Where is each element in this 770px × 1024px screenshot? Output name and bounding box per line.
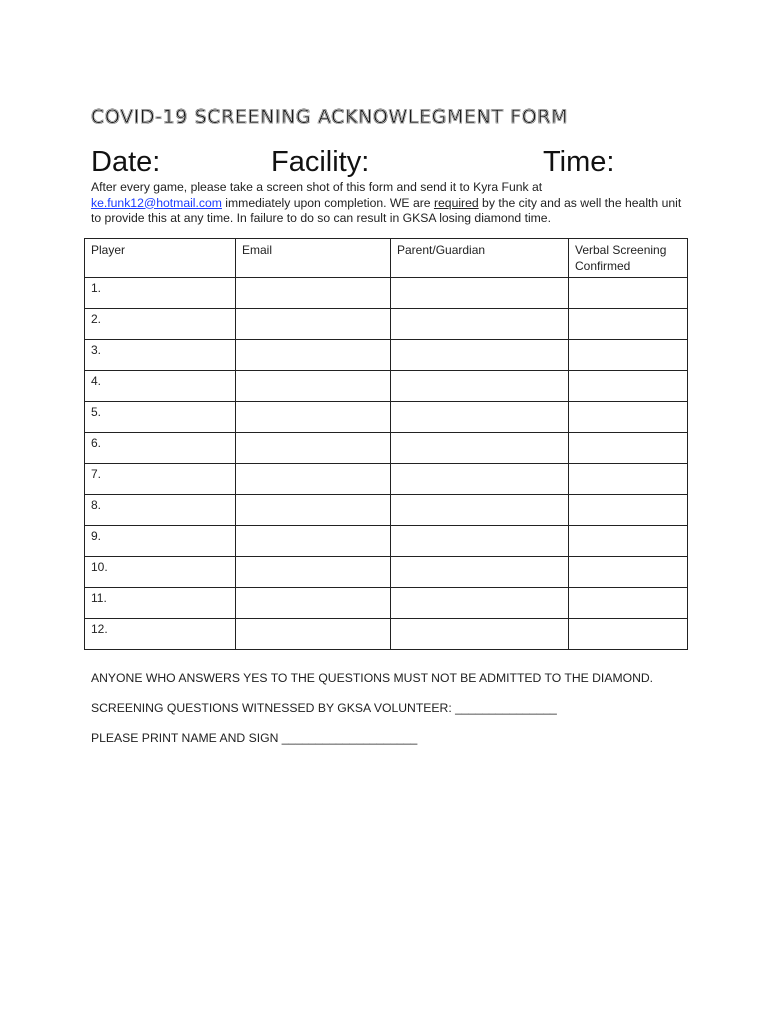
player-cell: 11. [85,588,236,619]
table-row [85,309,688,340]
verbal-screening-cell[interactable] [569,433,688,464]
header-parent-guardian: Parent/Guardian [391,239,569,278]
email-cell[interactable] [236,371,391,402]
player-cell: 9. [85,526,236,557]
player-cell: 1. [85,278,236,309]
time-label: Time: [543,146,615,178]
parent-guardian-cell[interactable] [391,557,569,588]
table-row [85,433,688,464]
date-label: Date: [91,146,161,178]
volunteer-witness-line: SCREENING QUESTIONS WITNESSED BY GKSA VOLUNTEER: _______________ [91,701,557,715]
parent-guardian-cell[interactable] [391,495,569,526]
email-cell[interactable] [236,464,391,495]
player-cell: 6. [85,433,236,464]
parent-guardian-cell[interactable] [391,619,569,650]
verbal-screening-cell[interactable] [569,402,688,433]
verbal-screening-cell[interactable] [569,495,688,526]
verbal-screening-cell[interactable] [569,464,688,495]
verbal-screening-cell[interactable] [569,557,688,588]
email-cell[interactable] [236,526,391,557]
table-row [85,464,688,495]
required-word: required [433,195,479,210]
screening-table [84,238,688,650]
verbal-screening-cell[interactable] [569,340,688,371]
form-title: COVID-19 SCREENING ACKNOWLEGMENT FORM [91,106,569,128]
instructions-text-2: immediately upon completion. WE are [221,195,434,210]
email-cell[interactable] [236,495,391,526]
parent-guardian-cell[interactable] [391,464,569,495]
email-cell[interactable] [236,588,391,619]
instructions-text-3: by the city and as well the health unit to provide this at any time. In failure to do so can result in GKSA losing diamond time. [91,195,682,225]
table-row [85,402,688,433]
parent-guardian-cell[interactable] [391,526,569,557]
player-cell: 3. [85,340,236,371]
verbal-screening-cell[interactable] [569,309,688,340]
email-cell[interactable] [236,278,391,309]
email-cell[interactable] [236,402,391,433]
facility-label: Facility: [271,146,370,178]
email-cell[interactable] [236,557,391,588]
table-row [85,557,688,588]
parent-guardian-cell[interactable] [391,309,569,340]
parent-guardian-cell[interactable] [391,340,569,371]
player-cell: 8. [85,495,236,526]
instructions-text-1: After every game, please take a screen shot of this form and send it to Kyra Funk at [91,180,543,194]
verbal-screening-cell[interactable] [569,371,688,402]
table-header-row [85,239,688,278]
email-cell[interactable] [236,619,391,650]
email-cell[interactable] [236,309,391,340]
table-row [85,619,688,650]
player-cell: 5. [85,402,236,433]
header-verbal-screening: Verbal Screening Confirmed [569,239,688,278]
parent-guardian-cell[interactable] [391,588,569,619]
print-sign-line: PLEASE PRINT NAME AND SIGN ____________________ [91,731,418,745]
header-player: Player [85,239,236,278]
verbal-screening-cell[interactable] [569,619,688,650]
verbal-screening-cell[interactable] [569,588,688,619]
player-cell: 12. [85,619,236,650]
player-cell: 10. [85,557,236,588]
player-cell: 2. [85,309,236,340]
parent-guardian-cell[interactable] [391,371,569,402]
table-row [85,340,688,371]
header-email: Email [236,239,391,278]
parent-guardian-cell[interactable] [391,402,569,433]
email-cell[interactable] [236,433,391,464]
email-link[interactable]: ke.funk12@hotmail.com [91,195,222,210]
table-row [85,526,688,557]
email-cell[interactable] [236,340,391,371]
parent-guardian-cell[interactable] [391,433,569,464]
parent-guardian-cell[interactable] [391,278,569,309]
table-row [85,495,688,526]
verbal-screening-cell[interactable] [569,278,688,309]
player-cell: 7. [85,464,236,495]
table-row [85,588,688,619]
player-cell: 4. [85,371,236,402]
verbal-screening-cell[interactable] [569,526,688,557]
table-row [85,278,688,309]
table-row [85,371,688,402]
admission-warning: ANYONE WHO ANSWERS YES TO THE QUESTIONS MUST NOT BE ADMITTED TO THE DIAMOND. [91,671,654,685]
instructions-paragraph [91,180,691,227]
